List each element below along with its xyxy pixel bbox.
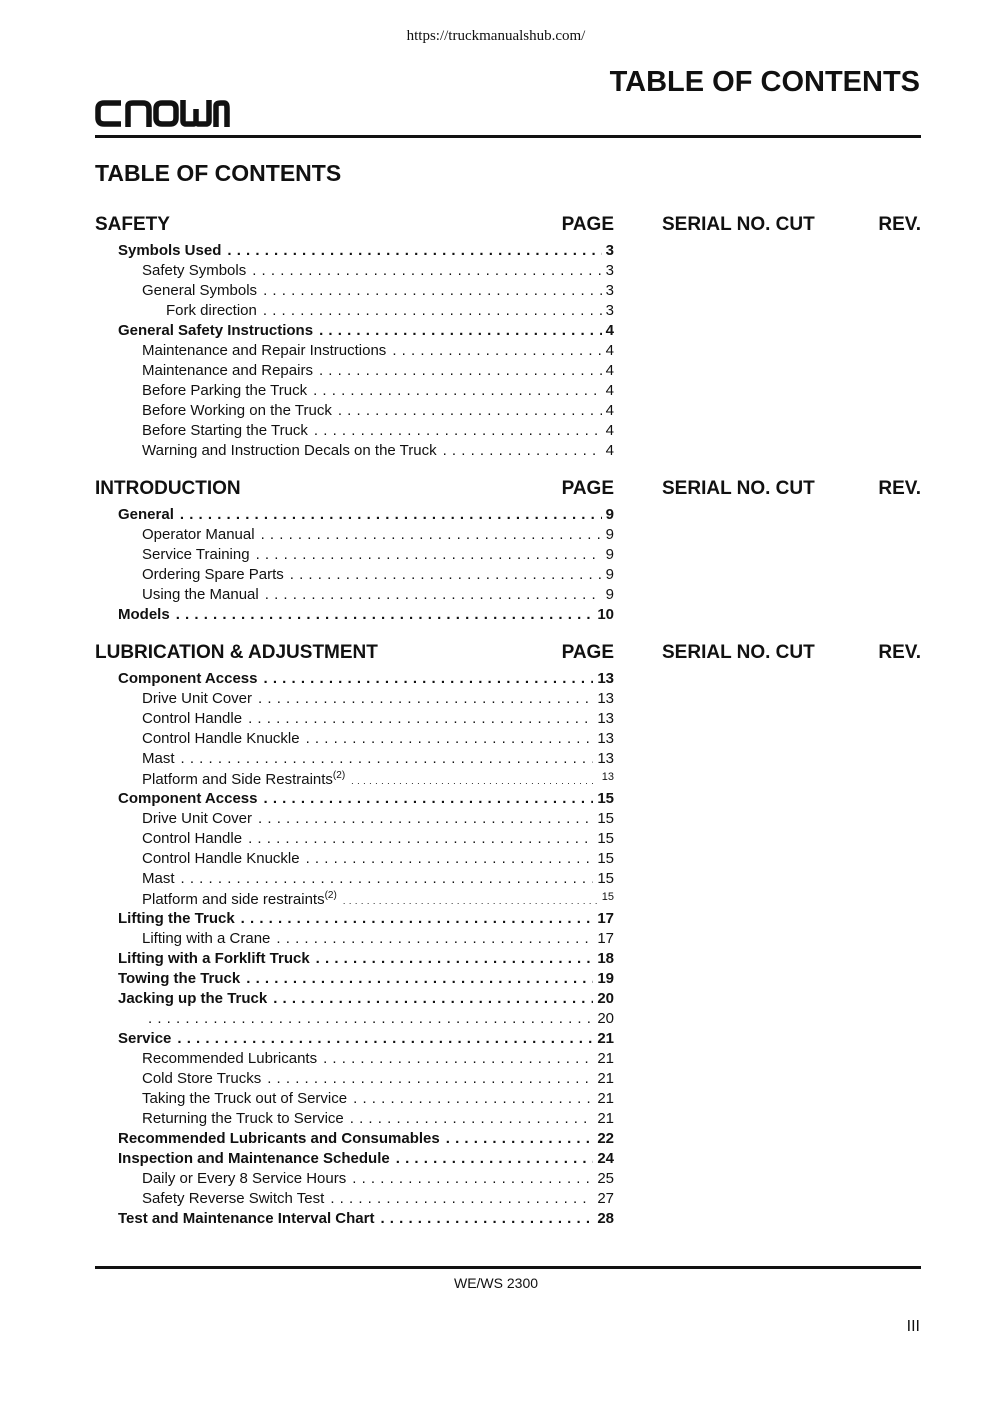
toc-entry[interactable] bbox=[95, 322, 614, 342]
entry-page-number: 4 bbox=[605, 382, 614, 399]
entry-page-number: 13 bbox=[597, 710, 614, 727]
toc-entry[interactable] bbox=[95, 930, 614, 950]
section-title: INTRODUCTION bbox=[95, 478, 241, 499]
dot-leader bbox=[392, 342, 601, 359]
entry-title: Models bbox=[118, 606, 170, 623]
dot-leader bbox=[343, 896, 598, 906]
toc-entry[interactable] bbox=[95, 890, 614, 910]
entry-page-number: 13 bbox=[597, 690, 614, 707]
dot-leader bbox=[267, 1070, 593, 1087]
toc-entry[interactable] bbox=[95, 850, 614, 870]
footer-model: WE/WS 2300 bbox=[453, 1275, 539, 1291]
entry-title: Service bbox=[118, 1030, 172, 1047]
entry-page-number: 3 bbox=[605, 282, 614, 299]
entry-page-number: 24 bbox=[597, 1150, 614, 1167]
entry-page-number: 9 bbox=[605, 506, 614, 523]
toc-section-safety bbox=[95, 214, 921, 462]
toc-entry[interactable] bbox=[95, 1170, 614, 1190]
entry-page-number: 27 bbox=[597, 1190, 614, 1207]
dot-leader bbox=[316, 950, 594, 967]
toc-section-introduction bbox=[95, 478, 921, 626]
toc-entry[interactable] bbox=[95, 710, 614, 730]
entry-title: Fork direction bbox=[166, 302, 257, 319]
entry-title: Service Training bbox=[142, 546, 250, 563]
entry-title: Before Parking the Truck bbox=[142, 382, 308, 399]
entry-title: Maintenance and Repairs bbox=[142, 362, 313, 379]
toc-entry[interactable] bbox=[95, 506, 614, 526]
dot-leader bbox=[350, 1110, 594, 1127]
toc-entry[interactable] bbox=[95, 830, 614, 850]
entry-page-number: 17 bbox=[597, 910, 614, 927]
toc-entry[interactable] bbox=[95, 442, 614, 462]
toc-entry[interactable] bbox=[95, 730, 614, 750]
dot-leader bbox=[319, 362, 602, 379]
entry-title: Drive Unit Cover bbox=[142, 690, 253, 707]
dot-leader bbox=[248, 710, 593, 727]
dot-leader bbox=[265, 586, 602, 603]
toc-entry[interactable] bbox=[95, 990, 614, 1010]
toc-entry[interactable] bbox=[95, 1090, 614, 1110]
entry-title: Jacking up the Truck bbox=[118, 990, 268, 1007]
entry-page-number: 20 bbox=[597, 990, 614, 1007]
toc-entry[interactable] bbox=[95, 1110, 614, 1130]
rev-column-label: REV. bbox=[878, 478, 921, 499]
dot-leader bbox=[443, 442, 602, 459]
dot-leader bbox=[330, 1190, 593, 1207]
dot-leader bbox=[181, 870, 594, 887]
dot-leader bbox=[180, 506, 602, 523]
entry-title: Before Starting the Truck bbox=[142, 422, 308, 439]
entry-page-number: 22 bbox=[597, 1130, 614, 1147]
entry-page-number: 21 bbox=[597, 1070, 614, 1087]
entry-page-number: 21 bbox=[597, 1110, 614, 1127]
serial-column-label: SERIAL NO. CUT bbox=[662, 642, 815, 663]
entry-title: Warning and Instruction Decals on the Truck bbox=[142, 442, 437, 459]
dot-leader bbox=[306, 730, 594, 747]
toc-entry[interactable] bbox=[95, 362, 614, 382]
entry-title: Control Handle bbox=[142, 830, 243, 847]
toc-entry[interactable] bbox=[95, 1150, 614, 1170]
entry-page-number: 4 bbox=[605, 322, 614, 339]
entry-page-number: 3 bbox=[605, 242, 614, 259]
entry-title: Mast bbox=[142, 750, 175, 767]
dot-leader bbox=[256, 546, 602, 563]
dot-leader bbox=[306, 850, 594, 867]
toc-entry[interactable] bbox=[95, 342, 614, 362]
entry-page-number: 4 bbox=[605, 442, 614, 459]
entry-title: Before Working on the Truck bbox=[142, 402, 332, 419]
entry-page-number: 4 bbox=[605, 422, 614, 439]
dot-leader bbox=[290, 566, 602, 583]
dot-leader bbox=[148, 1010, 593, 1027]
entry-page-number: 3 bbox=[605, 262, 614, 279]
page-column-label: PAGE bbox=[561, 214, 614, 235]
entry-title: Lifting with a Crane bbox=[142, 930, 271, 947]
dot-leader bbox=[246, 970, 593, 987]
entry-title: Safety Symbols bbox=[142, 262, 247, 279]
entry-page-number: 19 bbox=[597, 970, 614, 987]
entry-title: General Safety Instructions bbox=[118, 322, 314, 339]
entry-page-number: 9 bbox=[605, 586, 614, 603]
rev-column-label: REV. bbox=[878, 642, 921, 663]
footer-page-number: III bbox=[906, 1318, 920, 1335]
toc-entry[interactable] bbox=[95, 606, 614, 626]
entry-title: Maintenance and Repair Instructions bbox=[142, 342, 387, 359]
entry-title: Inspection and Maintenance Schedule bbox=[118, 1150, 390, 1167]
entry-title: Platform and side restraints$^{(2)}$ bbox=[142, 890, 337, 908]
page-column-label: PAGE bbox=[561, 478, 614, 499]
dot-leader bbox=[258, 810, 593, 827]
toc-entry[interactable] bbox=[95, 302, 614, 322]
entry-page-number: 21 bbox=[597, 1090, 614, 1107]
entry-title: General Symbols bbox=[142, 282, 258, 299]
entry-title: Operator Manual bbox=[142, 526, 255, 543]
toc-entry[interactable] bbox=[95, 870, 614, 890]
dot-leader bbox=[248, 830, 593, 847]
dot-leader bbox=[252, 262, 601, 279]
dot-leader bbox=[263, 790, 593, 807]
toc-entry[interactable] bbox=[95, 586, 614, 606]
dot-leader bbox=[261, 526, 602, 543]
dot-leader bbox=[353, 1090, 593, 1107]
footer-rule bbox=[95, 1266, 921, 1269]
toc-section-lubrication-adjustment bbox=[95, 642, 921, 1230]
header-title: TABLE OF CONTENTS bbox=[609, 66, 920, 98]
toc-entry[interactable] bbox=[95, 382, 614, 402]
entry-title: Test and Maintenance Interval Chart bbox=[118, 1210, 375, 1227]
entry-page-number: 15 bbox=[597, 790, 614, 807]
entry-page-number: 9 bbox=[605, 566, 614, 583]
dot-leader bbox=[181, 750, 594, 767]
toc-entry[interactable] bbox=[95, 810, 614, 830]
serial-column-label: SERIAL NO. CUT bbox=[662, 214, 815, 235]
source-url[interactable]: https://truckmanualshub.com/ bbox=[406, 28, 586, 44]
dot-leader bbox=[313, 382, 602, 399]
toc-entry[interactable] bbox=[95, 670, 614, 690]
entry-title: Towing the Truck bbox=[118, 970, 241, 987]
toc-entry[interactable] bbox=[95, 566, 614, 586]
entry-page-number: 18 bbox=[597, 950, 614, 967]
entry-title: Control Handle bbox=[142, 710, 243, 727]
dot-leader bbox=[338, 402, 602, 419]
toc-entry[interactable] bbox=[95, 1030, 614, 1050]
entry-page-number: 9 bbox=[605, 546, 614, 563]
rev-column-label: REV. bbox=[878, 214, 921, 235]
entry-page-number: 4 bbox=[605, 402, 614, 419]
toc-sections bbox=[95, 214, 921, 1246]
entry-page-number: 9 bbox=[605, 526, 614, 543]
dot-leader bbox=[314, 422, 602, 439]
entry-title: Platform and Side Restraints$^{(2)}$ bbox=[142, 770, 346, 788]
entry-page-number: 21 bbox=[597, 1030, 614, 1047]
toc-entry[interactable] bbox=[95, 242, 614, 262]
entry-page-number: 3 bbox=[605, 302, 614, 319]
entry-title: Daily or Every 8 Service Hours bbox=[142, 1170, 347, 1187]
dot-leader bbox=[241, 910, 594, 927]
toc-entry[interactable] bbox=[95, 690, 614, 710]
entry-title: Lifting with a Forklift Truck bbox=[118, 950, 310, 967]
dot-leader bbox=[352, 1170, 593, 1187]
dot-leader bbox=[263, 282, 602, 299]
dot-leader bbox=[323, 1050, 593, 1067]
entry-page-number: 13 bbox=[597, 730, 614, 747]
entry-page-number: 10 bbox=[597, 606, 614, 623]
footnote-marker: (2) bbox=[324, 890, 337, 901]
toc-entry[interactable] bbox=[95, 402, 614, 422]
serial-column-label: SERIAL NO. CUT bbox=[662, 478, 815, 499]
section-header bbox=[95, 642, 921, 670]
entry-title: Lifting the Truck bbox=[118, 910, 235, 927]
toc-entry[interactable] bbox=[95, 1130, 614, 1150]
entry-title: Taking the Truck out of Service bbox=[142, 1090, 348, 1107]
entry-title: Using the Manual bbox=[142, 586, 259, 603]
dot-leader bbox=[176, 606, 594, 623]
dot-leader bbox=[396, 1150, 594, 1167]
entry-title: Recommended Lubricants bbox=[142, 1050, 318, 1067]
toc-entry[interactable] bbox=[95, 282, 614, 302]
toc-entry[interactable] bbox=[95, 1070, 614, 1090]
toc-entry[interactable] bbox=[95, 790, 614, 810]
entry-page-number: 28 bbox=[597, 1210, 614, 1227]
entry-page-number: 15 bbox=[601, 891, 614, 903]
entry-page-number: 21 bbox=[597, 1050, 614, 1067]
toc-entry[interactable] bbox=[95, 950, 614, 970]
entry-title: Component Access bbox=[118, 790, 258, 807]
dot-leader bbox=[227, 242, 601, 259]
entry-title: Component Access bbox=[118, 670, 258, 687]
toc-entry[interactable] bbox=[95, 422, 614, 442]
toc-entry[interactable] bbox=[95, 1190, 614, 1210]
entry-title: Control Handle Knuckle bbox=[142, 730, 300, 747]
dot-leader bbox=[258, 690, 593, 707]
footnote-marker: (2) bbox=[332, 770, 346, 781]
toc-entry[interactable] bbox=[95, 750, 614, 770]
entry-page-number: 15 bbox=[597, 850, 614, 867]
entry-title: Safety Reverse Switch Test bbox=[142, 1190, 325, 1207]
toc-entry[interactable] bbox=[95, 910, 614, 930]
dot-leader bbox=[276, 930, 593, 947]
toc-entry[interactable] bbox=[95, 770, 614, 790]
dot-leader bbox=[263, 302, 602, 319]
entry-title: Control Handle Knuckle bbox=[142, 850, 300, 867]
toc-entry[interactable] bbox=[95, 262, 614, 282]
dot-leader bbox=[273, 990, 593, 1007]
header-rule bbox=[95, 135, 921, 138]
entry-page-number: 13 bbox=[597, 750, 614, 767]
entry-title: Ordering Spare Parts bbox=[142, 566, 284, 583]
entry-page-number: 4 bbox=[605, 342, 614, 359]
entry-title: Cold Store Trucks bbox=[142, 1070, 262, 1087]
toc-entry[interactable] bbox=[95, 546, 614, 566]
toc-entry[interactable] bbox=[95, 970, 614, 990]
entry-page-number: 15 bbox=[597, 830, 614, 847]
entry-page-number: 20 bbox=[597, 1010, 614, 1027]
section-title: LUBRICATION & ADJUSTMENT bbox=[95, 642, 378, 663]
toc-entry[interactable] bbox=[95, 1010, 614, 1030]
dot-leader bbox=[263, 670, 593, 687]
entry-page-number: 13 bbox=[601, 771, 614, 783]
dot-leader bbox=[380, 1210, 593, 1227]
entry-title: Symbols Used bbox=[118, 242, 222, 259]
dot-leader bbox=[351, 776, 598, 786]
entry-page-number: 25 bbox=[597, 1170, 614, 1187]
entry-page-number: 15 bbox=[597, 870, 614, 887]
page-heading: TABLE OF CONTENTS bbox=[95, 160, 342, 186]
page-column-label: PAGE bbox=[561, 642, 614, 663]
entry-title: Recommended Lubricants and Consumables bbox=[118, 1130, 440, 1147]
toc-entry[interactable] bbox=[95, 1210, 614, 1230]
section-header bbox=[95, 214, 921, 242]
entry-title: General bbox=[118, 506, 174, 523]
entry-title: Returning the Truck to Service bbox=[142, 1110, 344, 1127]
crown-logo bbox=[95, 96, 230, 130]
entry-page-number: 4 bbox=[605, 362, 614, 379]
section-header bbox=[95, 478, 921, 506]
entry-page-number: 13 bbox=[597, 670, 614, 687]
section-title: SAFETY bbox=[95, 214, 170, 235]
entry-page-number: 15 bbox=[597, 810, 614, 827]
dot-leader bbox=[446, 1130, 594, 1147]
dot-leader bbox=[177, 1030, 593, 1047]
toc-entry[interactable] bbox=[95, 526, 614, 546]
entry-title: Mast bbox=[142, 870, 175, 887]
entry-page-number: 17 bbox=[597, 930, 614, 947]
toc-entry[interactable] bbox=[95, 1050, 614, 1070]
entry-title: Drive Unit Cover bbox=[142, 810, 253, 827]
dot-leader bbox=[319, 322, 602, 339]
